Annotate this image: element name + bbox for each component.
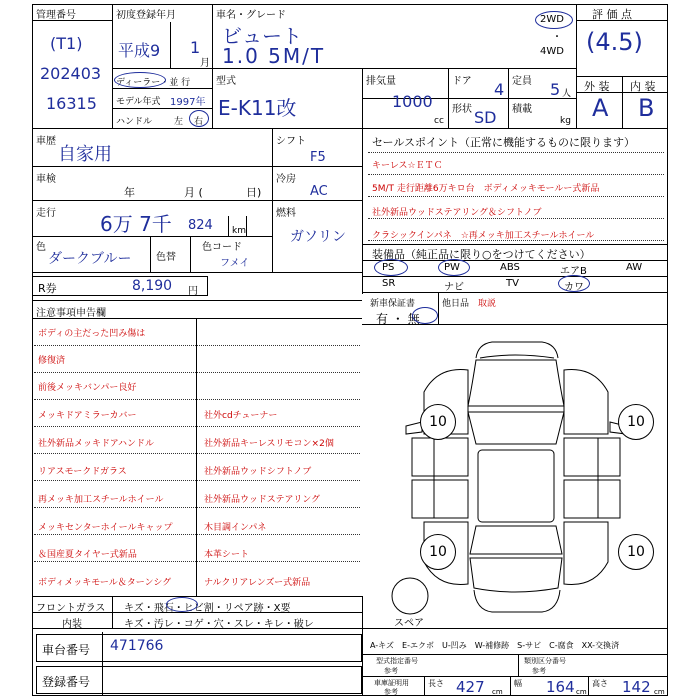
width-label: 幅 [514,679,522,688]
length-unit: cm [492,688,503,696]
recycle-label: R券 [38,282,57,295]
glass-label: フロントガラス [36,603,106,614]
warranty-value: 有 ・ 無 [376,312,420,326]
color-code: フメイ [220,258,250,269]
car-grade: 1.0 5M/T [222,44,326,68]
shift-value: F5 [310,150,326,165]
note-right-10: ナルクリアレンズー式新品 [204,578,311,588]
chassis-value: 471766 [110,638,164,654]
tire-rear-left: 10 [420,534,456,570]
equip-leather: カワ [564,282,584,293]
spare-label: スペア [394,618,424,629]
mileage-unit: km [232,226,246,236]
handle-right: 右 [194,117,204,127]
type-no-ref: 参考 [384,667,398,675]
warranty-label: 新車保証書 [370,299,416,309]
inspection-day: 日) [246,186,262,199]
note-left-1: ボディの主だった凹み傷は [38,329,146,339]
sales-point-2: 5M/T 走行距離6万キロ台 ボディメッキモールー式新品 [372,184,600,194]
note-left-9: ＆国産夏タイヤー式新品 [38,550,137,560]
capacity-label: 定員 [512,76,532,87]
width-value: 164 [546,678,575,696]
recycle-box [32,276,208,296]
inspection-label: 車検 [36,174,56,185]
management-line1: (T1) [50,34,83,53]
mileage-value: 6万 7千 [100,212,172,236]
ac-value: AC [310,184,328,199]
load-unit: kg [560,116,571,126]
note-left-6: リアスモークドガラス [38,467,127,477]
length-value: 427 [456,678,485,696]
handle-right-circle [189,110,209,127]
displacement-value: 1000 [392,92,433,111]
equip-airbag: エアB [560,266,587,277]
color-label: 色 [36,242,46,253]
model-year-label: モデル年式 [116,97,161,107]
note-right-7: 社外新品ウッドステアリング [204,495,321,505]
shape-label: 形状 [452,104,472,115]
model-year: 1997年 [170,97,206,108]
reg-number-label: 登録番号 [42,675,91,689]
width-unit: cm [576,688,587,696]
history-value: 自家用 [58,144,112,165]
chassis-label: 車台番号 [42,643,91,657]
glass-value: キズ・飛石・ヒビ割・リペア跡・X要 [124,603,291,614]
type-value: E-K11改 [218,96,297,120]
note-right-5: 社外新品キーレスリモコン×2個 [204,439,334,449]
registration-month-unit: 月 [200,58,210,69]
drive-2wd-circle [535,11,573,29]
rating-label: 評 価 点 [592,8,632,21]
management-line3: 16315 [46,94,97,113]
equip-pw-circle [438,259,470,276]
delivery-label: 他日品 [442,299,470,309]
note-right-8: 木目調インパネ [204,523,267,533]
recycle-value: 8,190 [132,278,173,294]
warranty-none-circle [412,307,438,324]
dealer-label: ディーラー・並 行 [116,78,191,88]
equip-ps: PS [382,262,395,273]
note-right-9: 本革シート [204,550,250,560]
note-left-7: 再メッキ加工スチールホイール [38,495,164,505]
recycle-unit: 円 [188,286,198,297]
rating-ext: A [592,94,609,122]
tire-front-right: 10 [618,404,654,440]
note-right-6: 社外新品ウッドシフトノブ [204,467,312,477]
sales-point-4: クラシックインパネ ☆再メッキ加工スチールホイール [372,231,595,241]
note-left-5: 社外新品メッキドアハンドル [38,439,155,449]
height-label: 高さ [592,679,608,688]
ac-label: 冷房 [276,174,296,185]
management-line2: 202403 [40,64,102,83]
cert-ref: 参考 [384,688,398,696]
history-label: 車歴 [36,136,56,147]
displacement-unit: cc [434,116,444,126]
note-right-4: 社外cdチューナー [204,411,278,421]
car-label: 車名・グレード [216,10,286,21]
equip-leather-circle [558,275,590,292]
equip-sr: SR [382,278,396,289]
drive-4wd: 4WD [540,46,564,57]
height-unit: cm [654,688,665,696]
tire-front-left: 10 [420,404,456,440]
inspection-year: 年 [124,186,135,199]
management-label: 管理番号 [36,10,76,21]
equip-pw: PW [444,262,460,273]
equip-ps-circle [374,259,408,276]
tire-rear-right: 10 [618,534,654,570]
class-no-ref: 参考 [532,667,546,675]
mileage-sub: 824 [188,218,213,233]
registration-month: 1 [190,38,201,57]
interior-label: 内装 [62,619,82,630]
type-label: 型式 [216,76,236,87]
sales-point-3: 社外新品ウッドステアリング＆シフトノブ [372,208,542,218]
interior-value: キズ・汚レ・コゲ・穴・スレ・キレ・破レ [124,619,314,630]
note-left-3: 前後メッキバンパー良好 [38,383,137,393]
registration-era: 平成9 [118,41,161,60]
note-left-8: メッキセンターホイールキャップ [38,523,173,533]
length-label: 長さ [428,679,444,688]
color-value: ダークブルー [48,251,132,267]
note-left-4: メッキドアミラーカバー [38,411,137,421]
capacity-value: 5 [550,80,561,99]
note-left-2: 修復済 [38,356,66,366]
equip-navi: ナビ [444,282,464,293]
equip-abs: ABS [500,262,520,273]
fuel-label: 燃料 [276,208,296,219]
car-name: ビュート [222,24,302,48]
note-left-10: ボディメッキモール＆ターンシグ [38,578,172,588]
equip-aw: AW [626,262,643,273]
drive-2wd: 2WD [540,14,564,25]
damage-legend: A-キズ E-エクボ U-凹み W-補修跡 S-サビ C-腐食 XX-交換済 [370,641,620,650]
shape-value: SD [474,108,497,127]
color-change-label: 色替 [156,252,176,263]
mileage-label: 走行 [36,208,56,219]
cert-label: 車庫証明用 [374,679,409,687]
rating-int: B [638,94,655,122]
equip-tv: TV [506,278,519,289]
displacement-label: 排気量 [366,76,396,87]
doors-label: ドア [452,76,472,87]
fuel-value: ガソリン [290,229,346,245]
car-diagram [364,326,668,628]
inspection-month: 月 ( [184,186,203,199]
class-no-label: 類別区分番号 [524,657,566,665]
equipment-label: 装備品（純正品に限り○をつけてください） [372,248,591,261]
type-no-label: 型式指定番号 [376,657,418,665]
delivery-value: 取説 [478,299,497,309]
rating-score: (4.5) [586,28,643,56]
doors-value: 4 [494,80,505,99]
sales-points-label: セールスポイント（正常に機能するものに限ります） [372,136,636,149]
handle-label: ハンドル [116,117,153,127]
rating-ext-label: 外 装 [584,80,610,93]
drive-dot: ・ [552,32,562,43]
dealer-circle [114,72,166,88]
sales-point-1: キーレス☆ＥＴＣ [372,161,443,171]
registration-label: 初度登録年月 [116,10,176,21]
notes-label: 注意事項申告欄 [36,308,106,319]
shift-label: シフト [276,136,306,147]
height-value: 142 [622,678,651,696]
handle-left: 左 [174,117,184,127]
rating-int-label: 内 装 [630,80,656,93]
load-label: 積載 [512,104,532,115]
color-code-label: 色コード [202,242,242,253]
capacity-unit: 人 [562,89,572,99]
glass-chip-circle [166,597,198,612]
